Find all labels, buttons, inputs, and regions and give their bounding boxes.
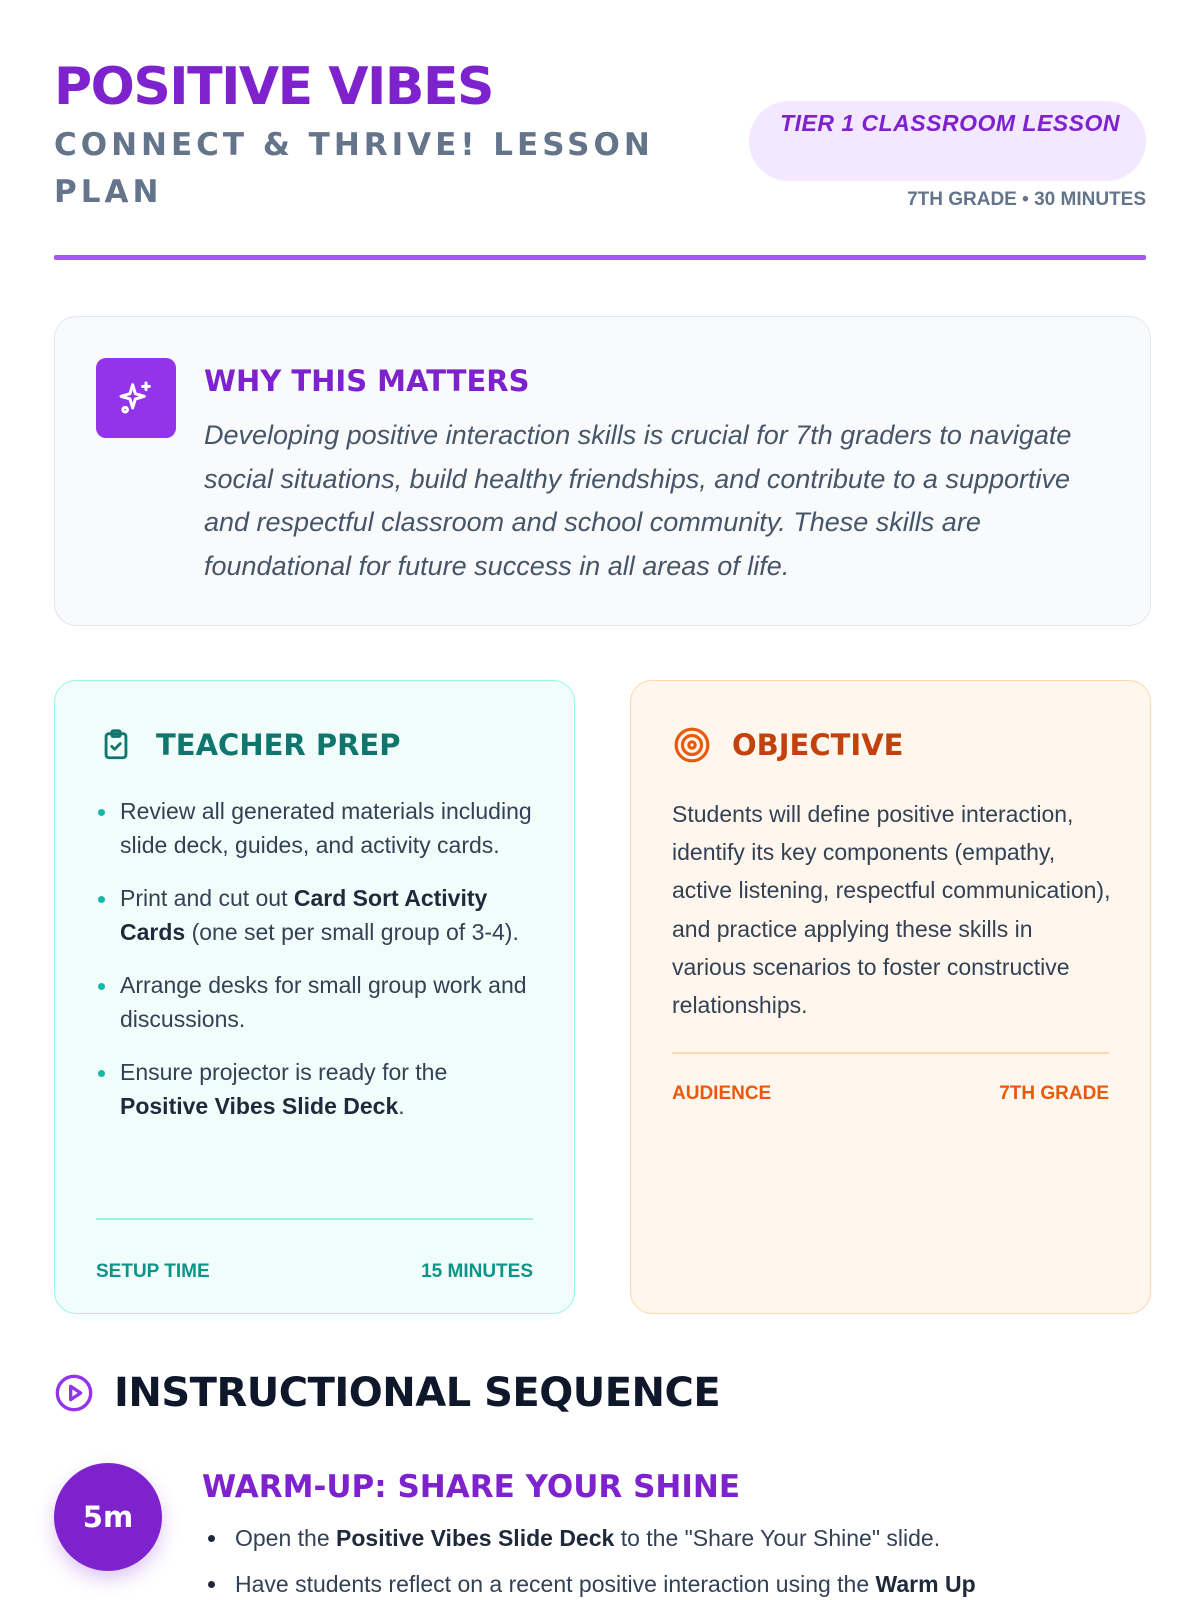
setup-time-row <box>96 1260 533 1284</box>
clipboard-check-icon <box>96 725 136 765</box>
tier-badge: TIER 1 CLASSROOM LESSON <box>749 101 1146 181</box>
setup-time-value: 15 MINUTES <box>421 1261 533 1282</box>
step-list <box>202 1521 1152 1600</box>
objective-header <box>672 725 903 765</box>
lesson-header <box>54 0 1146 262</box>
step-item-emphasis: Positive Vibes Slide Deck <box>336 1525 615 1551</box>
prep-item-text: Ensure projector is ready for the <box>120 1059 448 1085</box>
step-item-text: Open the <box>235 1525 337 1551</box>
audience-label: AUDIENCE <box>672 1083 772 1104</box>
instructional-sequence-header <box>54 1370 720 1416</box>
why-body: Developing positive interaction skills is crucial for 7th graders to navigate social situations, build healthy friendships, and contribute to a supportive and respectful classroom and school community. These skills are foundational for future success in all areas of life. <box>204 420 1072 581</box>
setup-time-label: SETUP TIME <box>96 1261 210 1282</box>
sparkles-icon <box>96 358 176 438</box>
list-item <box>96 969 536 1036</box>
play-circle-icon <box>54 1373 94 1413</box>
teacher-prep-list <box>96 795 536 1143</box>
objective-body: Students will define positive interaction, identify its key components (empathy, active listening, respectful communication), and practice applying these skills in various scenarios to foster constructive relationships. <box>672 801 1111 1019</box>
objective-card <box>630 680 1151 1314</box>
objective-divider <box>672 1052 1109 1054</box>
audience-row <box>672 1082 1109 1106</box>
lesson-duration: 30 MINUTES <box>1034 189 1146 210</box>
target-icon <box>672 725 712 765</box>
lesson-title: POSITIVE VIBES <box>54 57 494 117</box>
list-item <box>96 1056 536 1123</box>
audience-value: 7TH GRADE <box>999 1083 1109 1104</box>
step-item-emphasis: Warm Up <box>875 1571 976 1597</box>
grade-level: 7TH GRADE <box>907 189 1017 210</box>
teacher-prep-divider <box>96 1218 533 1220</box>
why-this-matters-panel <box>54 316 1151 626</box>
grade-duration-meta <box>907 188 1146 212</box>
prep-item-text: (one set per small group of 3-4). <box>185 918 519 945</box>
prep-item-emphasis: Card Sort Activity Cards <box>120 885 488 945</box>
lesson-subtitle: CONNECT & THRIVE! LESSON PLAN <box>54 127 654 210</box>
objective-title: OBJECTIVE <box>732 728 904 762</box>
prep-item-text: Print and cut out <box>120 885 294 911</box>
prep-item-text: Review all generated materials including slide deck, guides, and activity cards. <box>120 798 532 858</box>
teacher-prep-card <box>54 680 575 1314</box>
list-item <box>202 1567 1152 1600</box>
prep-item-text: Arrange desks for small group work and discussions. <box>120 972 527 1032</box>
instructional-sequence-title: INSTRUCTIONAL SEQUENCE <box>114 1370 721 1416</box>
list-item <box>96 795 536 862</box>
header-divider <box>54 255 1146 260</box>
why-title: WHY THIS MATTERS <box>204 364 530 398</box>
step-item-text: to the "Share Your Shine" slide. <box>614 1525 941 1551</box>
prep-item-text: . <box>398 1092 405 1119</box>
list-item <box>96 882 536 949</box>
step-title: WARM-UP: SHARE YOUR SHINE <box>202 1469 741 1505</box>
step-duration-badge: 5m <box>54 1463 162 1571</box>
teacher-prep-title: TEACHER PREP <box>156 728 401 762</box>
list-item <box>202 1521 1152 1555</box>
prep-item-emphasis: Positive Vibes Slide Deck <box>120 1092 399 1119</box>
meta-separator: • <box>1016 189 1035 210</box>
step-item-text: Have students reflect on a recent positive interaction using the <box>235 1571 876 1597</box>
teacher-prep-header <box>96 725 400 765</box>
